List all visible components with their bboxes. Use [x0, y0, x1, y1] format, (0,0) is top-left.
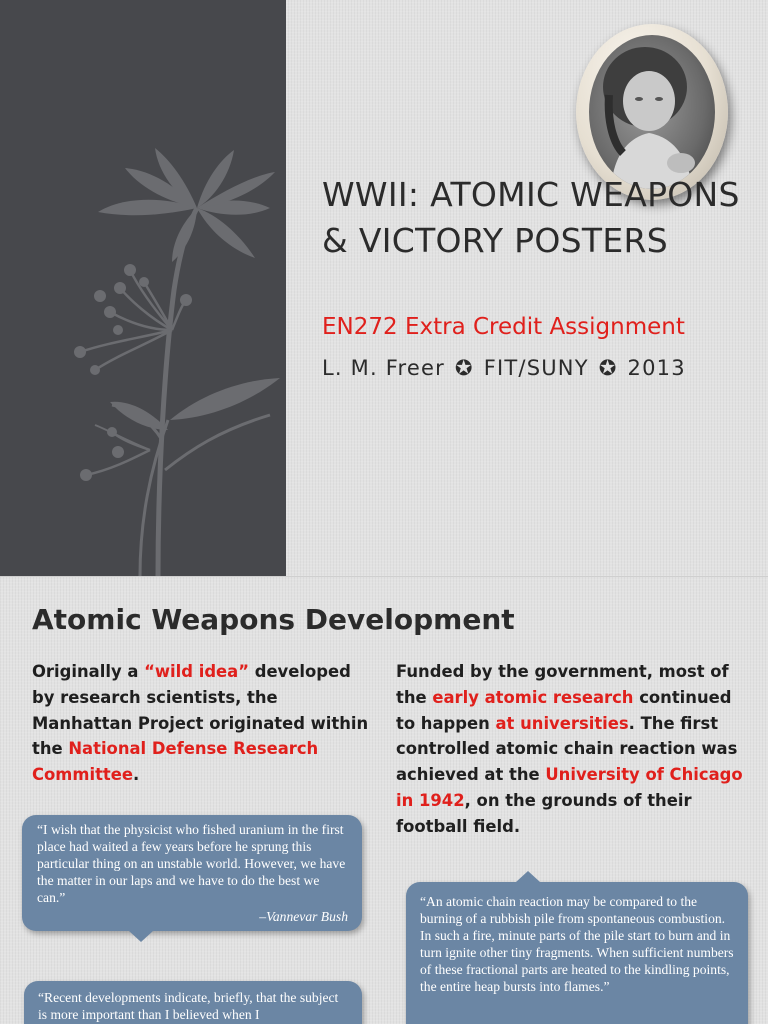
- highlight-text: University of Chicago in 1942: [396, 765, 743, 810]
- highlight-text: early atomic research: [432, 687, 634, 707]
- text-span: , on the grounds of their football field.: [396, 790, 692, 836]
- text-span: . The first controlled atomic chain reaction was achieved at the: [396, 713, 738, 785]
- quote-text: “I wish that the physicist who fished uranium in the first place had waited a few years before he sprung this particular thing on an unstable world. However, we have the matter in our laps and we have to do the best we can.”: [37, 822, 346, 905]
- star-separator-icon: ✪: [598, 356, 618, 380]
- dark-side-panel: [0, 0, 286, 576]
- left-column: [32, 659, 377, 788]
- speech-tail-icon: [129, 931, 153, 942]
- quote-text: “Recent developments indicate, briefly, that the subject is more important than I believed when I: [38, 990, 339, 1022]
- text-span: .: [132, 765, 140, 785]
- right-column: [396, 659, 746, 840]
- text-span: continued to happen: [396, 687, 732, 733]
- left-paragraph: [32, 659, 377, 788]
- text-span: Funded by the government, most of the: [396, 662, 729, 707]
- speech-tail-icon: [516, 871, 540, 882]
- quote-bubble-recent-developments: [24, 981, 362, 1024]
- quote-text: “An atomic chain reaction may be compared to the burning of a rubbish pile from spontaneous combustion. In such a fire, minute parts of the pile start to burn and in turn ignite other tiny fragments. When sufficient numbers of these fractional parts are heated to the kindling points, the entire heap bursts into flames.”: [420, 894, 734, 994]
- quote-attribution: –Vannevar Bush: [259, 909, 348, 924]
- highlight-text: National Defense Research Committee: [32, 739, 319, 785]
- quote-bubble-chain-reaction: [406, 882, 748, 1024]
- institution-name: FIT/SUNY: [483, 356, 589, 380]
- right-paragraph: [396, 659, 746, 840]
- slide-subtitle: EN272 Extra Credit Assignment: [322, 314, 685, 340]
- quote-bubble-bush: [22, 815, 362, 931]
- highlight-text: at universities: [495, 713, 629, 733]
- author-name: L. M. Freer: [322, 356, 445, 380]
- text-span: Originally a: [32, 662, 145, 681]
- year: 2013: [627, 356, 686, 380]
- content-slide: [0, 576, 768, 1024]
- portrait-photo-icon: [589, 35, 715, 189]
- slide-title: WWII: ATOMIC WEAPONS & VICTORY POSTERS: [322, 175, 740, 260]
- star-separator-icon: ✪: [454, 356, 474, 380]
- plant-illustration-icon: [0, 0, 286, 576]
- byline: [322, 356, 686, 380]
- text-span: developed by research scientists, the Manhattan Project originated within the: [32, 662, 369, 759]
- slide-heading: Atomic Weapons Development: [32, 603, 515, 636]
- highlight-text: “wild idea”: [144, 662, 249, 681]
